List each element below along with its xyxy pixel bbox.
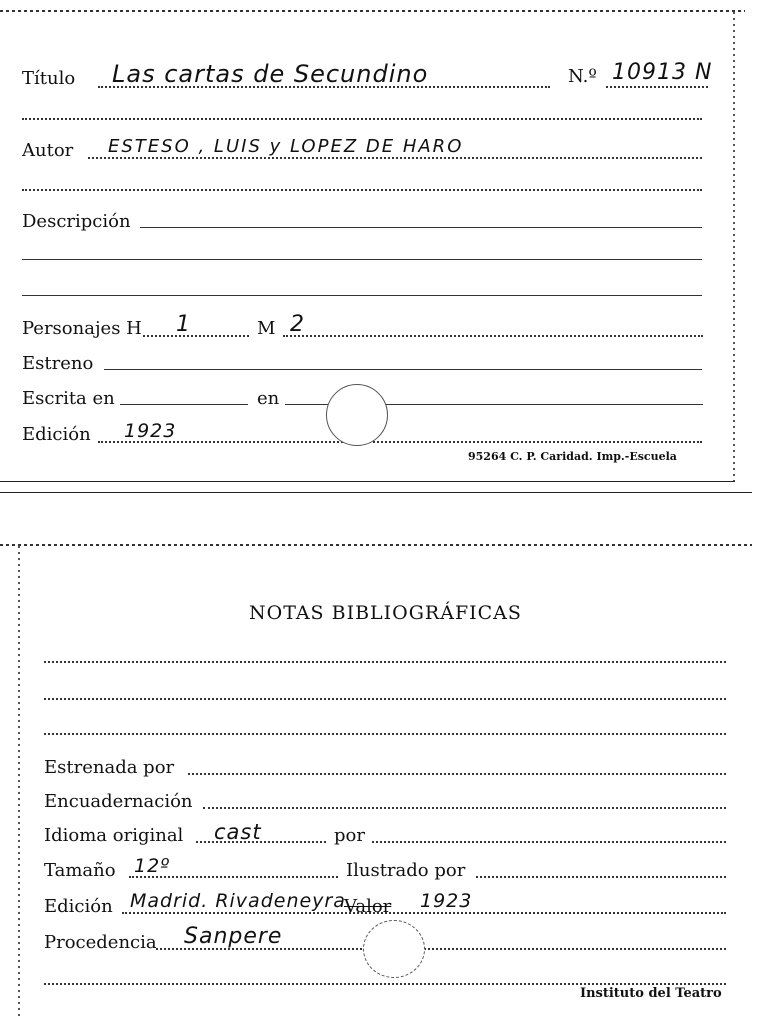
notas-line-1 xyxy=(44,661,726,663)
escrita-label: Escrita en xyxy=(22,388,115,409)
edicion-label: Edición xyxy=(44,896,113,917)
tamano-label: Tamaño xyxy=(44,860,116,881)
descripcion-line-2 xyxy=(22,259,702,260)
idioma-por-label: por xyxy=(334,825,365,846)
ilustrado-label: Ilustrado por xyxy=(346,860,466,881)
edicion-line xyxy=(98,441,702,443)
edicion-value: 1923 xyxy=(124,420,177,442)
encuadernacion-label: Encuadernación xyxy=(44,791,193,812)
valor-label: Valor xyxy=(344,896,392,917)
punch-hole xyxy=(326,384,388,446)
personajes-h-value: 1 xyxy=(176,312,191,337)
procedencia-value: Sanpere xyxy=(184,924,283,949)
valor-value: 1923 xyxy=(420,890,473,912)
printer-imprint: 95264 C. P. Caridad. Imp.-Escuela xyxy=(468,450,677,463)
personajes-m-label: M xyxy=(257,318,276,339)
closing-line xyxy=(44,983,726,985)
notas-line-3 xyxy=(44,733,726,735)
numero-value: 10913 N xyxy=(612,60,713,85)
blank-line-1 xyxy=(22,118,702,120)
personajes-m-value: 2 xyxy=(290,312,305,337)
idioma-label: Idioma original xyxy=(44,825,184,846)
escrita-line xyxy=(120,404,248,405)
procedencia-label: Procedencia xyxy=(44,932,157,953)
numero-line xyxy=(606,86,708,88)
escrita-en-label: en xyxy=(257,388,280,409)
autor-value: ESTESO , LUIS y LOPEZ DE HARO xyxy=(108,136,464,157)
idioma-value: cast xyxy=(214,820,262,844)
personajes-h-line xyxy=(143,335,249,337)
tamano-value: 12º xyxy=(134,855,171,877)
titulo-label: Título xyxy=(22,68,76,89)
card-left-edge xyxy=(18,546,20,1016)
card-top-edge xyxy=(0,10,745,12)
idioma-por-line xyxy=(372,841,726,843)
catalog-card-back xyxy=(0,530,759,1028)
notas-heading: NOTAS BIBLIOGRÁFICAS xyxy=(249,602,522,624)
autor-label: Autor xyxy=(22,140,74,161)
encuadernacion-line xyxy=(203,807,726,809)
estrenada-line xyxy=(188,773,726,775)
institution-footer: Instituto del Teatro xyxy=(580,986,722,1001)
edicion-line xyxy=(122,912,726,914)
ilustrado-line xyxy=(476,876,726,878)
descripcion-label: Descripción xyxy=(22,211,131,232)
estrenada-label: Estrenada por xyxy=(44,757,175,778)
card-right-edge xyxy=(733,12,735,482)
catalog-card-front xyxy=(0,0,759,495)
descripcion-line xyxy=(140,227,702,228)
titulo-value: Las cartas de Secundino xyxy=(112,60,429,88)
card-bottom-edge xyxy=(0,481,735,482)
personajes-label: Personajes H xyxy=(22,318,142,339)
card-separator xyxy=(0,492,752,493)
estreno-line xyxy=(104,369,702,370)
blank-line-2 xyxy=(22,189,702,191)
estreno-label: Estreno xyxy=(22,353,94,374)
edicion-value: Madrid. Rivadeneyra xyxy=(130,890,346,912)
descripcion-line-3 xyxy=(22,295,702,296)
punch-hole xyxy=(363,920,425,978)
autor-line xyxy=(88,157,702,159)
edicion-label: Edición xyxy=(22,424,91,445)
numero-label: N.º xyxy=(568,66,597,87)
card-top-edge xyxy=(0,544,752,546)
notas-line-2 xyxy=(44,698,726,700)
personajes-m-line xyxy=(283,335,703,337)
